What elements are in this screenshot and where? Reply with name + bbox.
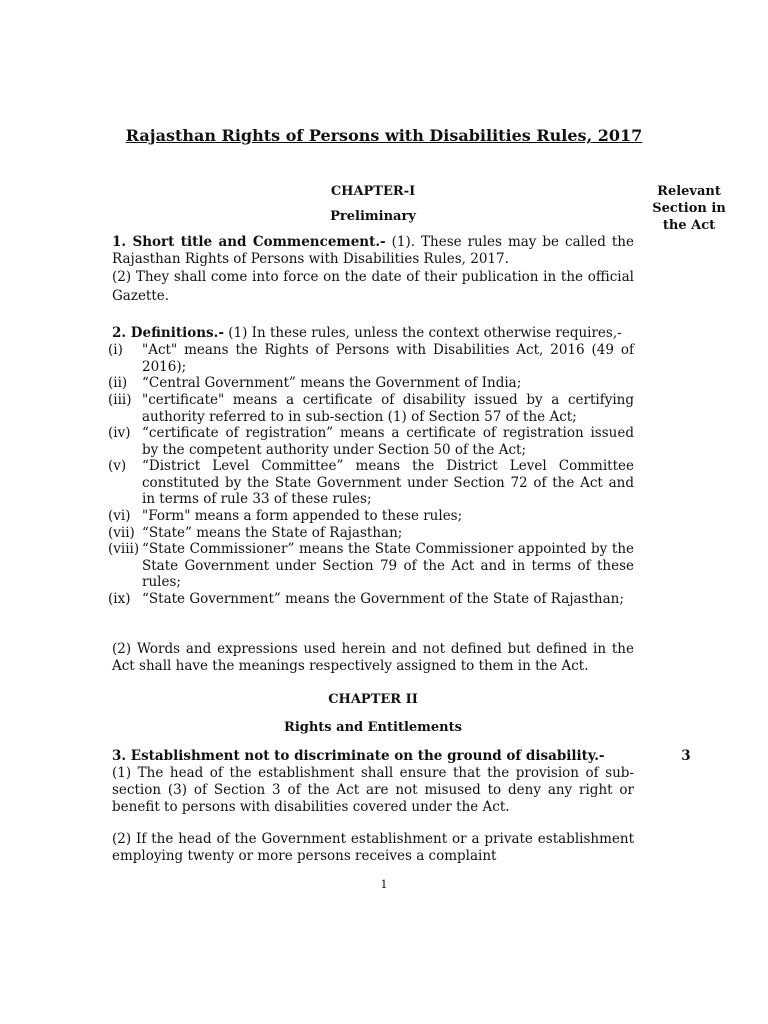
definition-text: “Central Government” means the Government of India; — [142, 375, 522, 391]
definition-number: (vii) — [108, 525, 135, 541]
rule-1-label: 1. Short title and Commencement.- — [112, 234, 386, 250]
rule-3-section-ref: 3 — [681, 748, 691, 764]
relevant-section-heading-line: the Act — [662, 218, 716, 233]
relevant-section-heading-line: Relevant — [657, 184, 721, 199]
definition-item — [108, 375, 634, 392]
definition-item — [108, 425, 634, 458]
rule-1-para-1 — [112, 234, 634, 268]
definition-number: (iv) — [108, 425, 131, 441]
definition-item — [108, 508, 634, 525]
chapter-2-subheading: Rights and Entitlements — [284, 720, 462, 735]
definition-text: “District Level Committee” means the District Level Committee constituted by the State Government under Section 72 of the Act and in terms of rule 33 of these rules; — [142, 458, 634, 507]
definition-text: “State” means the State of Rajasthan; — [142, 525, 403, 541]
definition-number: (viii) — [108, 541, 140, 557]
definition-text: "Act" means the Rights of Persons with Disabilities Act, 2016 (49 of 2016); — [142, 342, 634, 375]
definition-text: "Form" means a form appended to these rules; — [142, 508, 463, 524]
definition-item — [108, 342, 634, 375]
definition-item — [108, 591, 634, 608]
chapter-2-heading: CHAPTER II — [328, 692, 418, 707]
definition-number: (ix) — [108, 591, 131, 607]
rule-1-para-2: (2) They shall come into force on the date of their publication in the official Gazette. — [112, 269, 634, 304]
definition-number: (vi) — [108, 508, 131, 524]
rule-3-label: 3. Establishment not to discriminate on the ground of disability.- — [112, 748, 605, 764]
definition-item — [108, 541, 634, 591]
rule-2-intro-text: (1) In these rules, unless the context otherwise requires,- — [223, 325, 622, 341]
definition-text: “State Government” means the Government of the State of Rajasthan; — [142, 591, 624, 607]
rule-3-para-1: (1) The head of the establishment shall ensure that the provision of sub-section (3) of Section 3 of the Act are not misused to deny any right or benefit to persons with disabilities covered under the Act. — [112, 765, 634, 815]
page-number: 1 — [380, 878, 388, 891]
definition-text: "certificate" means a certificate of disability issued by a certifying authority referred to in sub-section (1) of Section 57 of the Act; — [142, 392, 634, 425]
definition-number: (ii) — [108, 375, 128, 391]
definition-item — [108, 458, 634, 508]
document-title: Rajasthan Rights of Persons with Disabilities Rules, 2017 — [125, 126, 643, 145]
relevant-section-heading-line: Section in — [652, 201, 726, 216]
definition-number: (i) — [108, 342, 123, 358]
rule-2-label: 2. Definitions.- — [112, 325, 224, 341]
definition-number: (v) — [108, 458, 127, 474]
definition-item — [108, 392, 634, 425]
rule-2-intro — [112, 325, 634, 342]
definition-item — [108, 525, 634, 542]
definition-text: “certificate of registration” means a certificate of registration issued by the competent authority under Section 50 of the Act; — [142, 425, 634, 458]
rule-3-para-2: (2) If the head of the Government establishment or a private establishment employing twenty or more persons receives a complaint — [112, 831, 634, 864]
rule-2-para-2: (2) Words and expressions used herein and not defined but defined in the Act shall have the meanings respectively assigned to them in the Act. — [112, 641, 634, 674]
definition-number: (iii) — [108, 392, 132, 408]
chapter-1-heading: CHAPTER-I — [330, 184, 416, 199]
definition-text: “State Commissioner” means the State Commissioner appointed by the State Government under Section 79 of the Act and in terms of these rules; — [142, 541, 634, 590]
relevant-section-heading — [640, 183, 738, 234]
chapter-1-subheading: Preliminary — [330, 209, 416, 224]
rule-1-text: (1). These rules may be called the Rajasthan Rights of Persons with Disabilities Rules, 2017. — [112, 234, 634, 267]
